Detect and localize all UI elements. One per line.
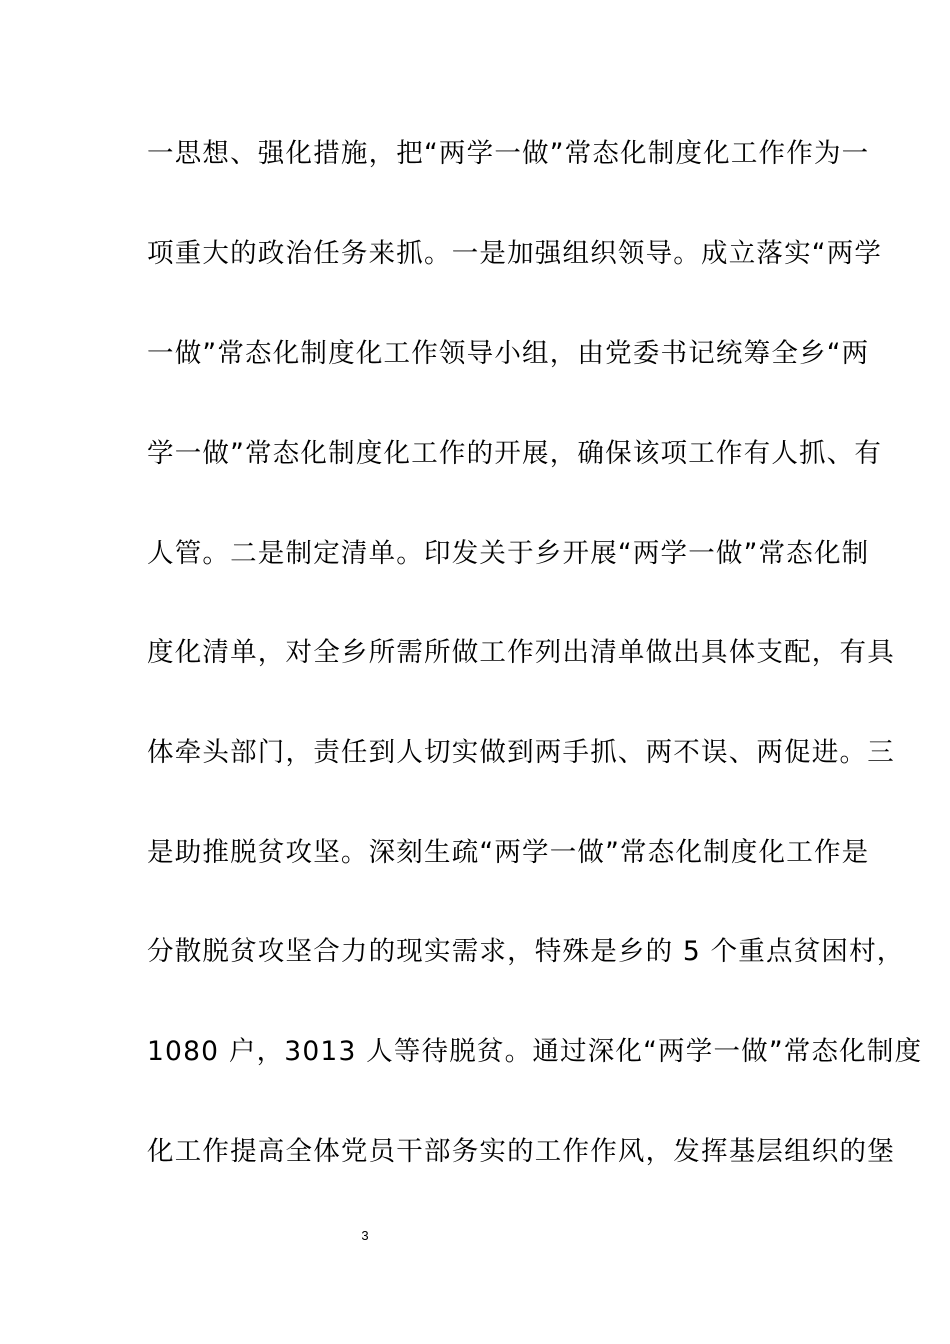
text-line: 一做”常态化制度化工作领导小组，由党委书记统筹全乡“两	[147, 338, 870, 369]
text-line: 学一做”常态化制度化工作的开展，确保该项工作有人抓、有	[147, 438, 883, 469]
text-line: 1080 户，3013 人等待脱贫。通过深化“两学一做”常态化制度	[147, 1036, 923, 1067]
text-line: 是助推脱贫攻坚。深刻生疏“两学一做”常态化制度化工作是	[147, 837, 870, 868]
page-number: 3	[361, 1228, 369, 1243]
text-line: 项重大的政治任务来抓。一是加强组织领导。成立落实“两学	[147, 238, 883, 269]
text-line: 一思想、强化措施，把“两学一做”常态化制度化工作作为一	[147, 138, 870, 169]
text-line: 分散脱贫攻坚合力的现实需求，特殊是乡的 5 个重点贫困村，	[147, 936, 905, 967]
text-line: 人管。二是制定清单。印发关于乡开展“两学一做”常态化制	[147, 538, 870, 569]
text-line: 体牵头部门，责任到人切实做到两手抓、两不误、两促进。三	[147, 737, 895, 768]
text-line: 度化清单，对全乡所需所做工作列出清单做出具体支配，有具	[147, 637, 895, 668]
text-line: 化工作提高全体党员干部务实的工作作风，发挥基层组织的堡	[147, 1136, 895, 1167]
